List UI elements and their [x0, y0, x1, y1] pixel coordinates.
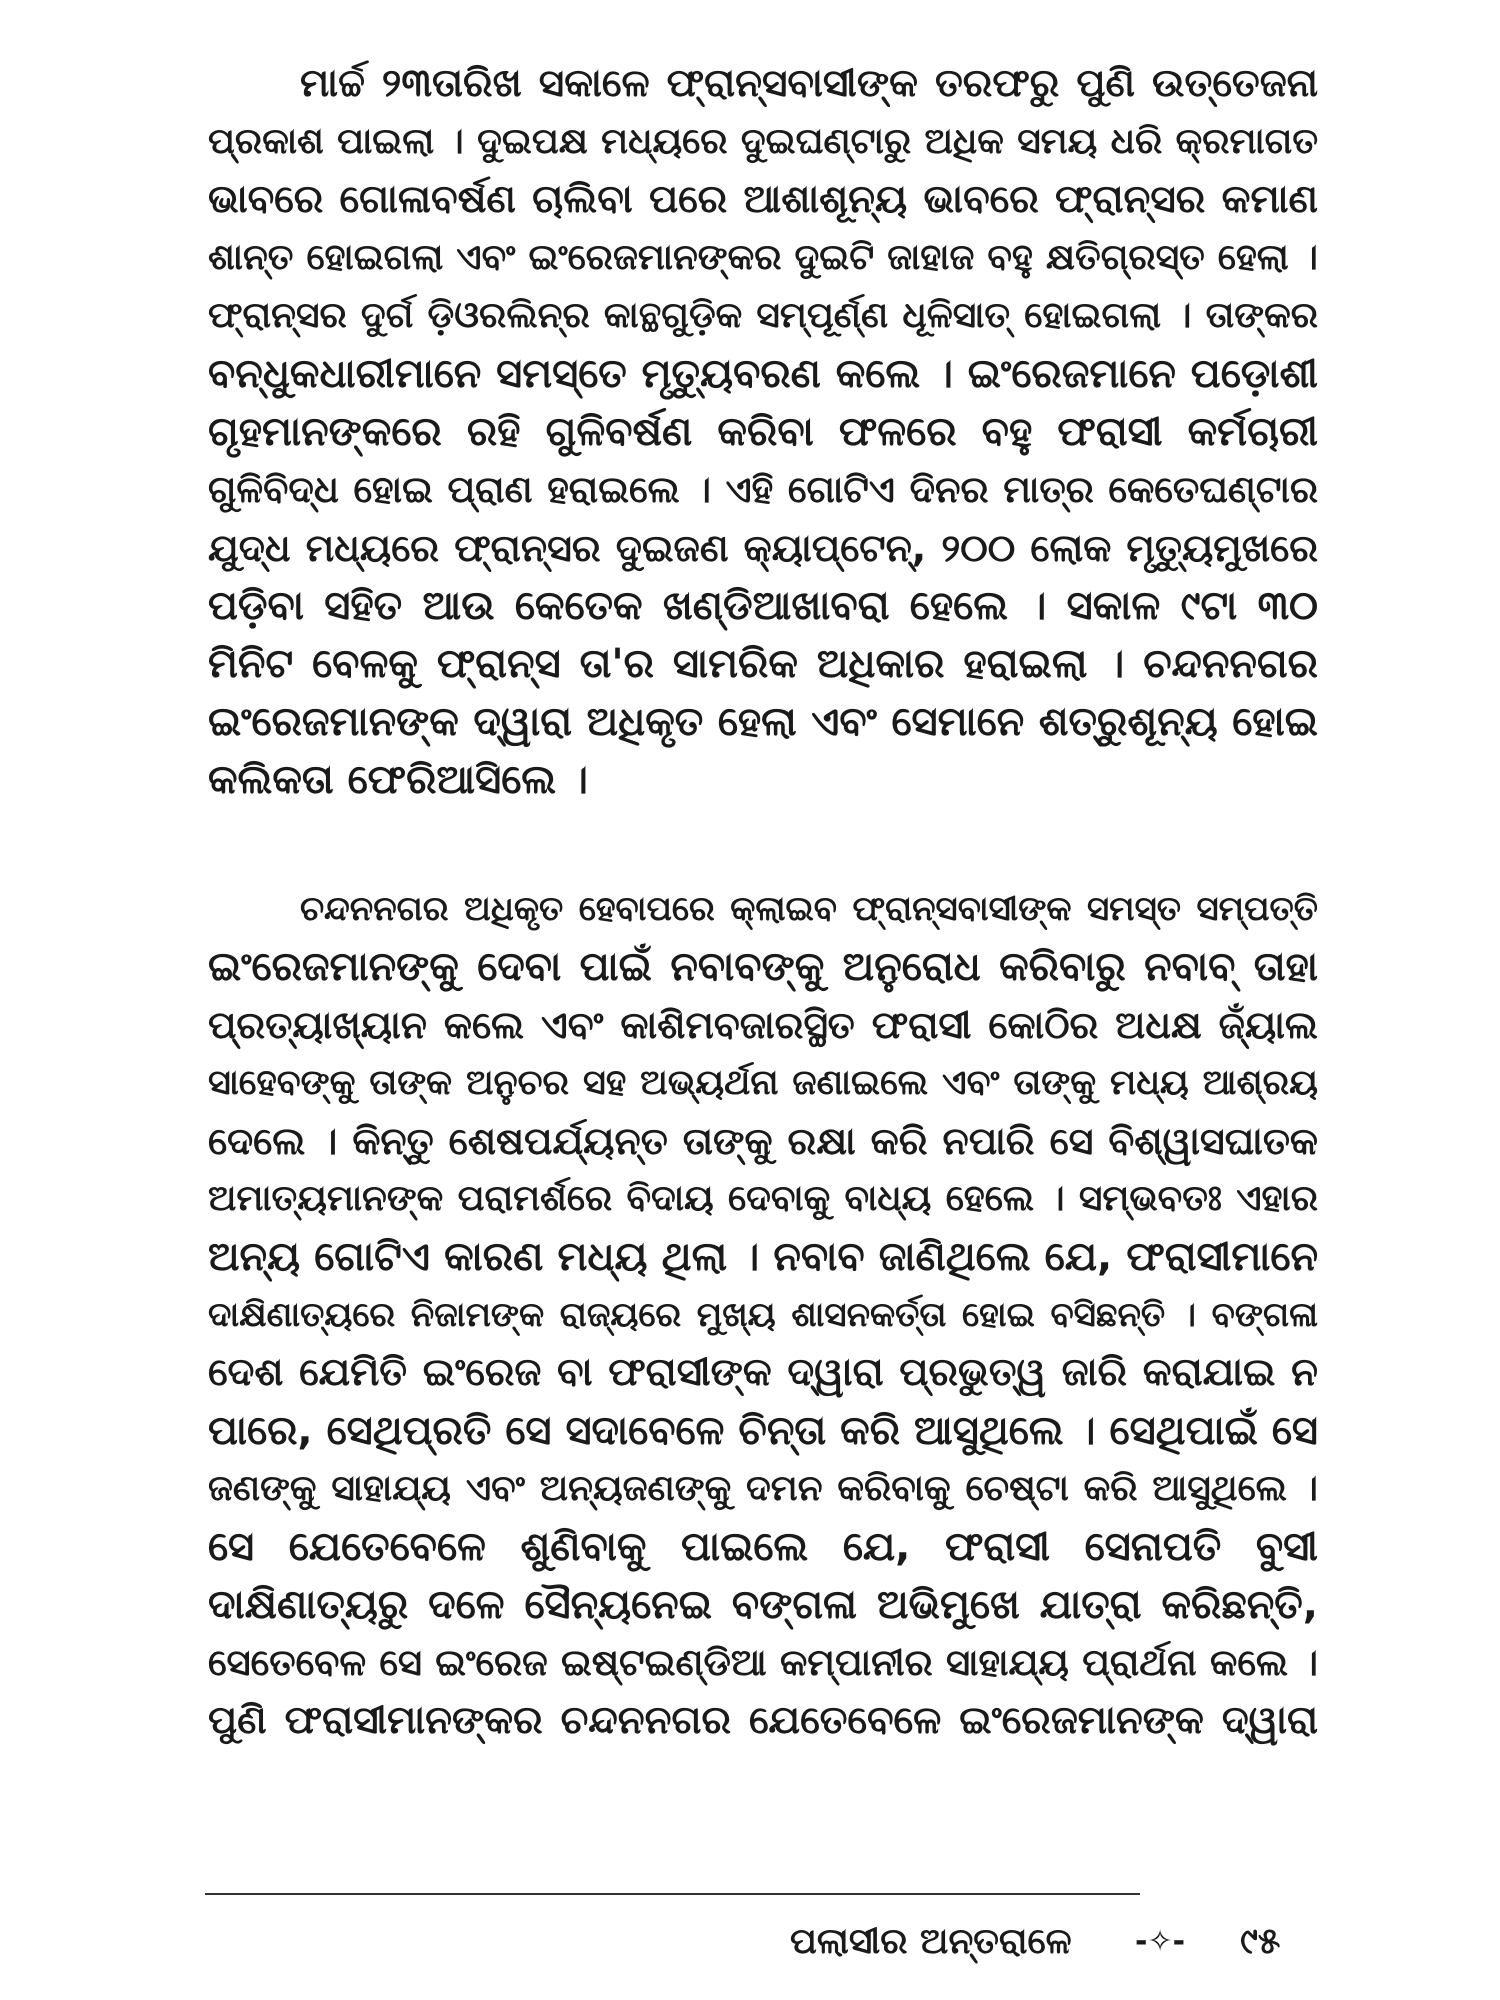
text-line: ପଡ଼ିବା ସହିତ ଆଉ କେତେକ ଖଣ୍ଡିଆଖାବରା ହେଲେ । ସକାଳ ୯ଟା ୩୦ — [208, 583, 1318, 629]
text-line: ମାର୍ଚ୍ଚ ୨୩ତାରିଖ ସକାଳେ ଫ୍ରାନ୍ସବାସୀଙ୍କ ତରଫରୁ ପୁଣି ଉତ୍ତେଜନା — [300, 61, 1318, 106]
text-line: ସେ ଯେତେବେଳେ ଶୁଣିବାକୁ ପାଇଲେ ଯେ, ଫରାସୀ ସେନାପତି ବୁସୀ — [208, 1524, 1318, 1570]
text-line: ଗୃହମାନଙ୍କରେ ରହି ଗୁଳିବର୍ଷଣ କରିବା ଫଳରେ ବହୁ ଫରାସୀ କର୍ମଚାରୀ — [208, 409, 1318, 455]
text-line: ଦାକ୍ଷିଣାତ୍ୟରୁ ଦଳେ ସୈନ୍ୟନେଇ ବଙ୍ଗଳା ଅଭିମୁଖେ ଯାତ୍ରା କରିଛନ୍ତି, — [208, 1582, 1318, 1628]
text-line: ପ୍ରକାଶ ପାଇଲା । ଦୁଇପକ୍ଷ ମଧ୍ୟରେ ଦୁଇଘଣ୍ଟାରୁ ଅଧିକ ସମୟ ଧରି କ୍ରମାଗତ — [208, 121, 1318, 162]
text-line: ସେତେବେଳ ସେ ଇଂରେଜ ଇଷ୍ଟଇଣ୍ଡିଆ କମ୍ପାନୀର ସାହାଯ୍ୟ ପ୍ରାର୍ଥନା କଲେ । — [208, 1641, 1318, 1684]
book-title: ପଲାସୀର ଅନ୍ତରାଳେ — [790, 1921, 1072, 1962]
text-line: ଯୁଦ୍ଧ ମଧ୍ୟରେ ଫ୍ରାନ୍ସର ଦୁଇଜଣ କ୍ୟାପ୍‌ଟେନ୍, ୨୦୦ ଲୋକ ମୃତ୍ୟୁମୁଖରେ — [208, 526, 1318, 570]
text-line: ଦେଲେ । କିନ୍ତୁ ଶେଷପର୍ଯ୍ୟନ୍ତ ତାଙ୍କୁ ରକ୍ଷା କରି ନପାରି ସେ ବିଶ୍ୱାସଘାତକ — [208, 1119, 1318, 1163]
text-line: ପୁଣି ଫରାସୀମାନଙ୍କର ଚନ୍ଦନନଗର ଯେତେବେଳେ ଇଂରେଜମାନଙ୍କ ଦ୍ୱାରା — [208, 1698, 1318, 1743]
text-line: ସାହେବଙ୍କୁ ତାଙ୍କ ଅନୁଚର ସହ ଅଭ୍ୟର୍ଥନା ଜଣାଇଲେ ଏବଂ ତାଙ୍କୁ ମଧ୍ୟ ଆଶ୍ରୟ — [208, 1063, 1318, 1103]
text-line: କଲିକତା ଫେରିଆସିଲେ । — [208, 757, 588, 803]
text-line: ଚନ୍ଦନନଗର ଅଧିକୃତ ହେବାପରେ କ୍ଲାଇବ ଫ୍ରାନ୍ସବାସୀଙ୍କ ସମସ୍ତ ସମ୍ପତ୍ତି — [300, 889, 1318, 929]
text-line: ଗୁଳିବିଦ୍ଧ ହୋଇ ପ୍ରାଣ ହରାଇଲେ । ଏହି ଗୋଟିଏ ଦିନର ମାତ୍ର କେତେଘଣ୍ଟାର — [208, 468, 1318, 511]
text-line: ଇଂରେଜମାନଙ୍କ ଦ୍ୱାରା ଅଧିକୃତ ହେଲା ଏବଂ ସେମାନେ ଶତ୍ରୁଶୂନ୍ୟ ହୋଇ — [208, 699, 1318, 745]
text-line: ଫ୍ରାନ୍ସର ଦୁର୍ଗ ଡ଼ିଓରଲିନ୍‌ର କାନ୍ଥଗୁଡ଼ିକ ସମ୍ପୂର୍ଣ୍ଣ ଧୂଳିସାତ୍ ହୋଇଗଲା । ତାଙ୍କର — [208, 295, 1318, 336]
text-line: ଦାକ୍ଷିଣାତ୍ୟରେ ନିଜାମଙ୍କ ରାଜ୍ୟରେ ମୁଖ୍ୟ ଶାସନକର୍ତ୍ତା ହୋଇ ବସିଛନ୍ତି । ବଙ୍ଗଳା — [208, 1295, 1318, 1335]
paragraph-2 — [208, 880, 1318, 1750]
text-line: ଜଣଙ୍କୁ ସାହାଯ୍ୟ ଏବଂ ଅନ୍ୟଜଣଙ୍କୁ ଦମନ କରିବାକୁ ଚେଷ୍ଟା କରି ଆସୁଥିଲେ । — [208, 1468, 1318, 1509]
text-line: ଶାନ୍ତ ହୋଇଗଲା ଏବଂ ଇଂରେଜମାନଙ୍କର ଦୁଇଟି ଜାହାଜ ବହୁ କ୍ଷତିଗ୍ରସ୍ତ ହେଲା । — [208, 237, 1318, 278]
text-line: ବନ୍ଧୁକଧାରୀମାନେ ସମସ୍ତେ ମୃତ୍ୟୁବରଣ କଲେ । ଇଂରେଜମାନେ ପଡ଼ୋଶୀ — [208, 351, 1318, 397]
text-line: ଇଂରେଜମାନଙ୍କୁ ଦେବା ପାଇଁ ନବାବଙ୍କୁ ଅନୁରୋଧ କରିବାରୁ ନବାବ୍ ତାହା — [208, 944, 1318, 990]
paragraph-1 — [208, 55, 1318, 809]
text-line: ପ୍ରତ୍ୟାଖ୍ୟାନ କଲେ ଏବଂ କାଶିମବଜାରସ୍ଥିତ ଫରାସୀ କୋଠିର ଅଧକ୍ଷ ଜ୍ୟାଁଲ — [208, 1003, 1318, 1047]
footer-divider — [205, 1893, 1140, 1895]
text-line: ମିନିଟ ବେଳକୁ ଫ୍ରାନ୍ସ ତା'ର ସାମରିକ ଅଧିକାର ହରାଇଲା । ଚନ୍ଦନନଗର — [208, 641, 1318, 687]
text-line: ଅମାତ୍ୟମାନଙ୍କ ପରାମର୍ଶରେ ବିଦାୟ ଦେବାକୁ ବାଧ୍ୟ ହେଲେ । ସମ୍ଭବତଃ ଏହାର — [208, 1178, 1318, 1219]
text-line: ଅନ୍ୟ ଗୋଟିଏ କାରଣ ମଧ୍ୟ ଥିଲା । ନବାବ ଜାଣିଥିଲେ ଯେ, ଫରାସୀମାନେ — [208, 1234, 1318, 1280]
text-line: ଭାବରେ ଗୋଳାବର୍ଷଣ ଚାଲିବା ପରେ ଆଶାଶୂନ୍ୟ ଭାବରେ ଫ୍ରାନ୍ସର କମାଣ — [208, 177, 1318, 222]
page-number: ୯୫ — [1240, 1921, 1281, 1962]
text-line: ପାରେ, ସେଥିପ୍ରତି ସେ ସଦାବେଳେ ଚିନ୍ତା କରି ଆସୁଥିଲେ । ସେଥିପାଇଁ ସେ — [208, 1408, 1318, 1454]
ornament-icon: -✧- — [1135, 1924, 1186, 1959]
text-line: ଦେଶ ଯେମିତି ଇଂରେଜ ବା ଫରାସୀଙ୍କ ଦ୍ୱାରା ପ୍ରଭୁତ୍ୱ ଜାରି କରାଯାଇ ନ — [208, 1350, 1318, 1395]
